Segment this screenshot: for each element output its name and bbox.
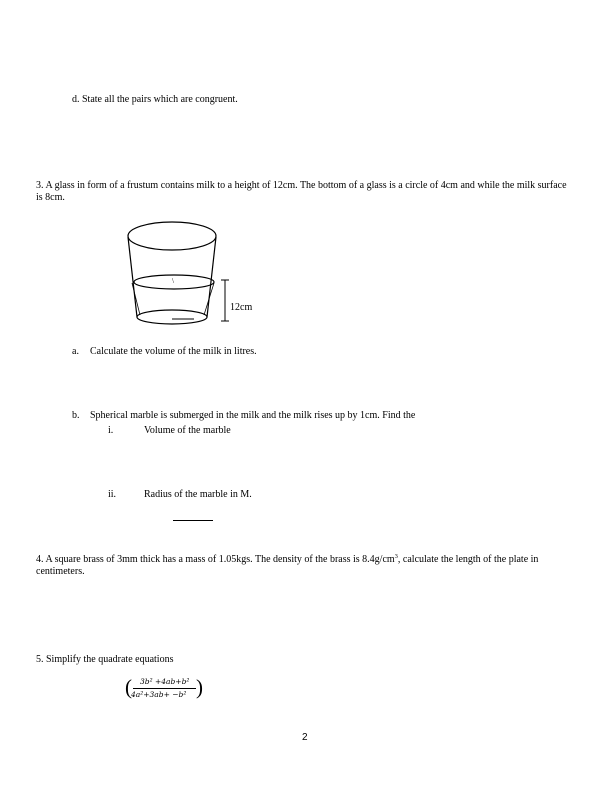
glass-rim [128,222,216,250]
q4-text-after: , calculate the length of the plate in centimeters. [36,554,539,577]
q3-part-a-text: Calculate the volume of the milk in litres. [90,346,257,357]
q3-sub-ii-marker: ii. [108,489,117,500]
q3-part-a-marker: a. [72,346,79,357]
fraction-bar [133,688,196,689]
q4-text-before: 4. A square brass of 3mm thick has a mass of 1.05kgs. The density of the brass is 8.4g/cm [36,554,395,565]
q3-part-b-marker: b. [72,410,80,421]
glass-right-side [207,237,216,317]
q3-sub-i-text: Volume of the marble [144,425,231,436]
q3-sub-ii-text: Radius of the marble in M. [144,489,252,500]
page-number: 2 [302,732,308,743]
surface-mark: \ [172,277,174,285]
q3-sub-i-marker: i. [108,425,114,436]
glass-inner-right [204,283,214,315]
fraction-denominator: 4a²+3ab+ −b² [131,690,187,699]
height-label: 12cm [230,302,253,313]
close-paren: ) [196,675,203,699]
open-paren: ( [125,675,132,699]
q2-part-d: d. State all the pairs which are congruent. [72,94,238,105]
q5-text: 5. Simplify the quadrate equations [36,654,174,665]
glass-left-side [128,237,137,317]
q3-part-b-text: Spherical marble is submerged in the milk and the milk rises up by 1cm. Find the [90,410,416,421]
q4-superscript: 3 [394,553,398,560]
q3-text: 3. A glass in form of a frustum contains milk to a height of 12cm. The bottom of a glass is a circle of 4cm and while the milk surface is 8cm. [36,180,567,203]
milk-surface [134,275,214,289]
q4-text [36,554,572,578]
glass-bottom [137,310,207,324]
answer-line [173,520,213,521]
fraction-numerator: 3b² +4ab+b² [140,677,190,686]
fraction-equation [125,675,203,701]
frustum-glass-diagram [120,215,270,330]
